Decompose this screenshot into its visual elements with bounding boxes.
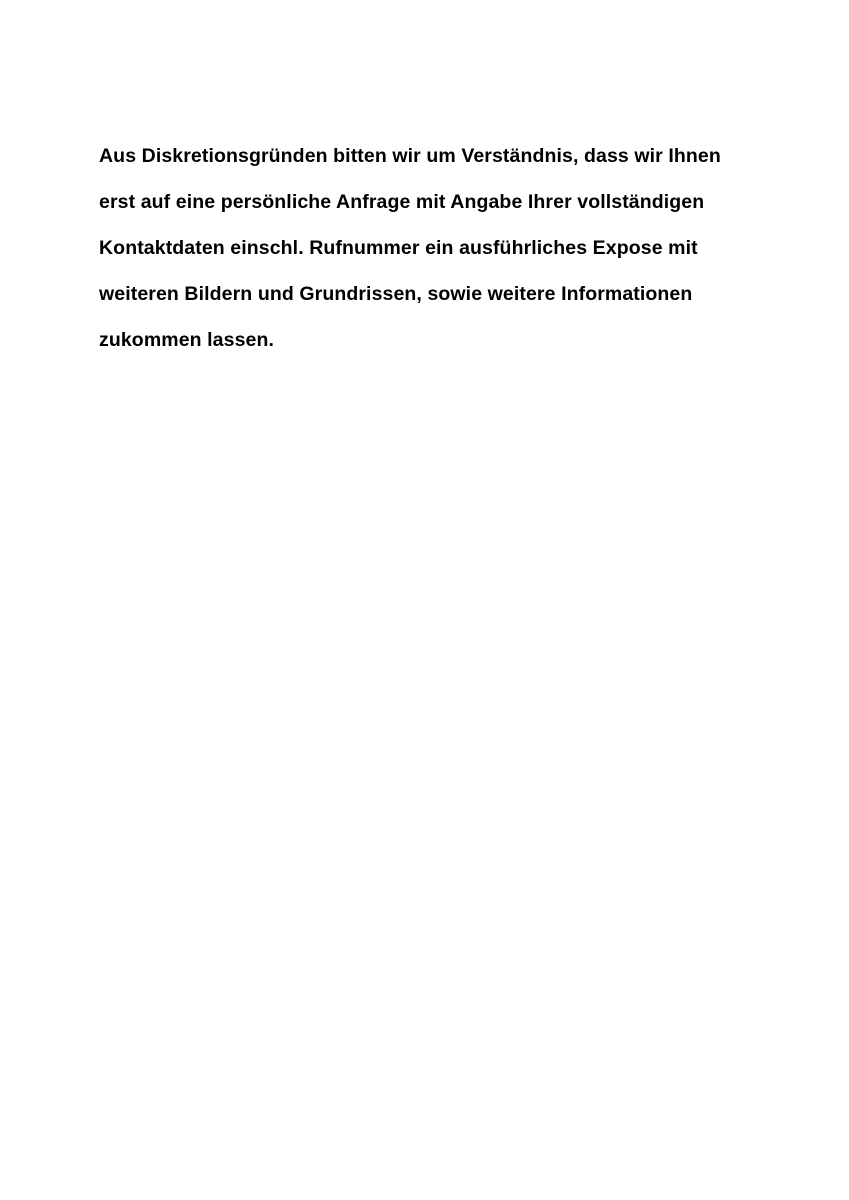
paragraph-line: weiteren Bildern und Grundrissen, sowie weitere Informationen [99, 283, 693, 305]
paragraph-line: erst auf eine persönliche Anfrage mit Angabe Ihrer vollständigen [99, 191, 705, 213]
discretion-paragraph [99, 133, 779, 363]
paragraph-line: Aus Diskretionsgründen bitten wir um Verständnis, dass wir Ihnen [99, 145, 721, 167]
paragraph-line: Kontaktdaten einschl. Rufnummer ein ausführliches Expose mit [99, 237, 698, 259]
paragraph-line: zukommen lassen. [99, 329, 274, 351]
